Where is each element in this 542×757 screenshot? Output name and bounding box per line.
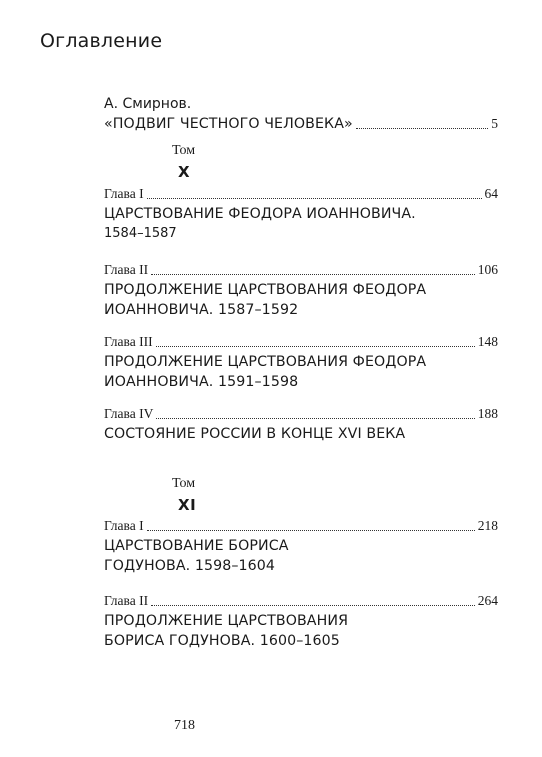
chapter-label: Глава III [104, 334, 153, 349]
chapter-title-line: ГОДУНОВА. 1598–1604 [104, 558, 276, 574]
dot-leader [156, 418, 474, 419]
chapter-title-line: ИОАННОВИЧА. 1587–1592 [104, 302, 299, 318]
page-title: Оглавление [40, 30, 163, 52]
chapter-line [104, 404, 498, 424]
chapter-title-line: ПРОДОЛЖЕНИЕ ЦАРСТВОВАНИЯ ФЕОДОРА [104, 282, 427, 298]
toc-entry-vol10-ch1[interactable] [104, 184, 498, 244]
dot-leader [151, 274, 475, 275]
chapter-line [104, 591, 498, 611]
toc-entry-vol11-ch1[interactable] [104, 516, 498, 576]
toc-entry-vol10-ch2[interactable] [104, 260, 498, 320]
chapter-label: Глава I [104, 186, 144, 201]
chapter-line [104, 516, 498, 536]
toc-entry-vol10-ch4[interactable] [104, 404, 498, 444]
chapter-page-number: 264 [477, 593, 498, 608]
chapter-line [104, 260, 498, 280]
chapter-page-number: 218 [477, 518, 498, 533]
chapter-page-number: 188 [477, 406, 498, 421]
chapter-title-line: 1584–1587 [104, 226, 177, 241]
chapter-title-line: ЦАРСТВОВАНИЕ БОРИСА [104, 538, 289, 554]
dot-leader [156, 346, 475, 347]
chapter-page-number: 106 [477, 262, 498, 277]
chapter-title-line: БОРИСА ГОДУНОВА. 1600–1605 [104, 633, 340, 649]
chapter-label: Глава II [104, 262, 149, 277]
dot-leader [147, 530, 475, 531]
chapter-line [104, 184, 498, 204]
chapter-label: Глава IV [104, 406, 154, 421]
toc-entry-vol11-ch2[interactable] [104, 591, 498, 651]
volume-xi-number: XI [178, 496, 197, 514]
intro-page-number: 5 [491, 116, 498, 131]
toc-entry-vol10-ch3[interactable] [104, 332, 498, 392]
volume-xi-word: Том [172, 476, 196, 491]
chapter-page-number: 64 [484, 186, 498, 201]
dot-leader [147, 198, 482, 199]
chapter-title-line: ИОАННОВИЧА. 1591–1598 [104, 374, 299, 390]
intro-author: А. Смирнов. [104, 96, 192, 112]
chapter-label: Глава II [104, 593, 149, 608]
dot-leader [151, 605, 475, 606]
intro-title: «ПОДВИГ ЧЕСТНОГО ЧЕЛОВЕКА» [104, 116, 353, 132]
chapter-line [104, 332, 498, 352]
chapter-label: Глава I [104, 518, 144, 533]
chapter-title-line: ПРОДОЛЖЕНИЕ ЦАРСТВОВАНИЯ ФЕОДОРА [104, 354, 427, 370]
page-number-footer: 718 [174, 718, 195, 733]
chapter-title-line: ПРОДОЛЖЕНИЕ ЦАРСТВОВАНИЯ [104, 613, 349, 629]
volume-x-number: X [178, 163, 191, 181]
volume-x-word: Том [172, 143, 196, 158]
toc-entry-intro[interactable] [104, 94, 498, 134]
chapter-page-number: 148 [477, 334, 498, 349]
chapter-title-line: СОСТОЯНИЕ РОССИИ В КОНЦЕ XVI ВЕКА [104, 426, 406, 442]
dot-leader [356, 128, 488, 129]
chapter-title-line: ЦАРСТВОВАНИЕ ФЕОДОРА ИОАННОВИЧА. [104, 206, 416, 222]
intro-title-line [104, 114, 498, 134]
